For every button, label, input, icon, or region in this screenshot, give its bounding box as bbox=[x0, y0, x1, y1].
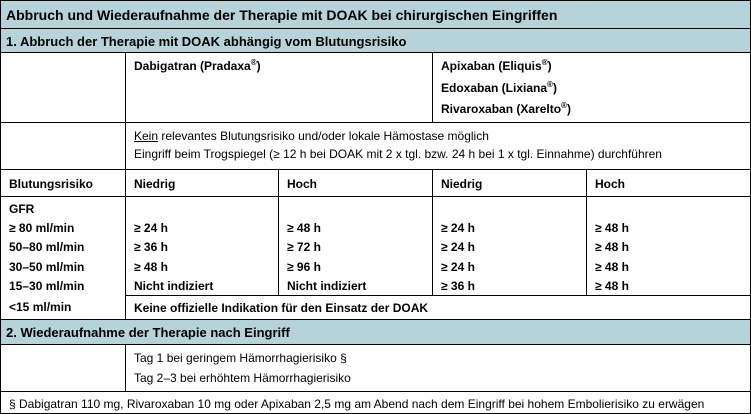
divider bbox=[1, 196, 125, 197]
table-cell: ≥ 24 h bbox=[134, 221, 168, 235]
table-cell: ≥ 36 h bbox=[134, 240, 168, 254]
divider bbox=[125, 344, 126, 391]
gfr-row-label: <15 ml/min bbox=[9, 300, 72, 314]
no-risk-line1: Kein relevantes Blutungsrisiko und/oder lokale Hämostase möglich bbox=[134, 129, 489, 143]
resumption-line1: Tag 1 bei geringem Hämorrhagierisiko § bbox=[134, 351, 347, 365]
divider bbox=[1, 52, 750, 53]
table-cell: ≥ 48 h bbox=[595, 260, 629, 274]
no-indication-note: Keine offizielle Indikation für den Einsatz der DOAK bbox=[134, 301, 429, 315]
table-cell: ≥ 24 h bbox=[441, 221, 475, 235]
gfr-row-label: 30–50 ml/min bbox=[9, 260, 85, 274]
col-header-blutungsrisiko: Blutungsrisiko bbox=[9, 177, 94, 191]
footnote: § Dabigatran 110 mg, Rivaroxaban 10 mg oder Apixaban 2,5 mg am Abend nach dem Eingriff bei hohem Embolierisiko zu erwägen bbox=[9, 397, 705, 411]
divider bbox=[125, 295, 750, 296]
divider bbox=[1, 344, 750, 345]
divider bbox=[1, 391, 750, 392]
no-risk-line2: Eingriff beim Trogspiegel (≥ 12 h bei DOAK mit 2 x tgl. bzw. 24 h bei 1 x tgl. Einnahme) durchführen bbox=[134, 147, 662, 161]
divider bbox=[432, 52, 433, 122]
section2-band bbox=[1, 320, 750, 344]
divider bbox=[1, 169, 750, 170]
table-title: Abbruch und Wiederaufnahme der Therapie mit DOAK bei chirurgischen Eingriffen bbox=[6, 7, 558, 23]
table-cell: ≥ 24 h bbox=[441, 240, 475, 254]
divider bbox=[125, 196, 750, 197]
table-cell: ≥ 96 h bbox=[287, 260, 321, 274]
divider bbox=[586, 169, 587, 295]
title-band bbox=[1, 1, 750, 28]
risk-level-xa-niedrig: Niedrig bbox=[441, 177, 483, 191]
table-cell: ≥ 48 h bbox=[595, 279, 629, 293]
divider bbox=[1, 122, 750, 123]
divider bbox=[278, 169, 279, 295]
table-cell: ≥ 36 h bbox=[441, 279, 475, 293]
section1-band bbox=[1, 29, 750, 52]
table-cell: ≥ 48 h bbox=[287, 221, 321, 235]
table-cell: Nicht indiziert bbox=[134, 279, 214, 293]
risk-level-dabigatran-niedrig: Niedrig bbox=[134, 177, 176, 191]
section2-heading: 2. Wiederaufnahme der Therapie nach Eingriff bbox=[6, 325, 290, 340]
divider bbox=[1, 28, 750, 29]
drug-rivaroxaban: Rivaroxaban (Xarelto®) bbox=[441, 101, 571, 116]
table-cell: ≥ 72 h bbox=[287, 240, 321, 254]
resumption-line2: Tag 2–3 bei erhöhtem Hämorrhagierisiko bbox=[134, 371, 351, 385]
risk-level-dabigatran-hoch: Hoch bbox=[287, 177, 317, 191]
divider bbox=[1, 319, 750, 320]
drug-apixaban: Apixaban (Eliquis®) bbox=[441, 58, 552, 73]
gfr-label: GFR bbox=[9, 202, 35, 216]
drug-edoxaban: Edoxaban (Lixiana®) bbox=[441, 80, 557, 95]
table-cell: ≥ 24 h bbox=[441, 260, 475, 274]
gfr-row-label: 50–80 ml/min bbox=[9, 240, 85, 254]
gfr-row-label: 15–30 ml/min bbox=[9, 279, 85, 293]
table-cell: ≥ 48 h bbox=[595, 221, 629, 235]
risk-level-xa-hoch: Hoch bbox=[595, 177, 625, 191]
divider bbox=[432, 169, 433, 295]
section1-heading: 1. Abbruch der Therapie mit DOAK abhängig vom Blutungsrisiko bbox=[6, 34, 407, 49]
table-cell: ≥ 48 h bbox=[595, 240, 629, 254]
table-cell: Nicht indiziert bbox=[287, 279, 367, 293]
table-cell: ≥ 48 h bbox=[134, 260, 168, 274]
drug-dabigatran: Dabigatran (Pradaxa®) bbox=[134, 58, 261, 73]
gfr-row-label: ≥ 80 ml/min bbox=[9, 221, 75, 235]
divider bbox=[125, 52, 126, 319]
